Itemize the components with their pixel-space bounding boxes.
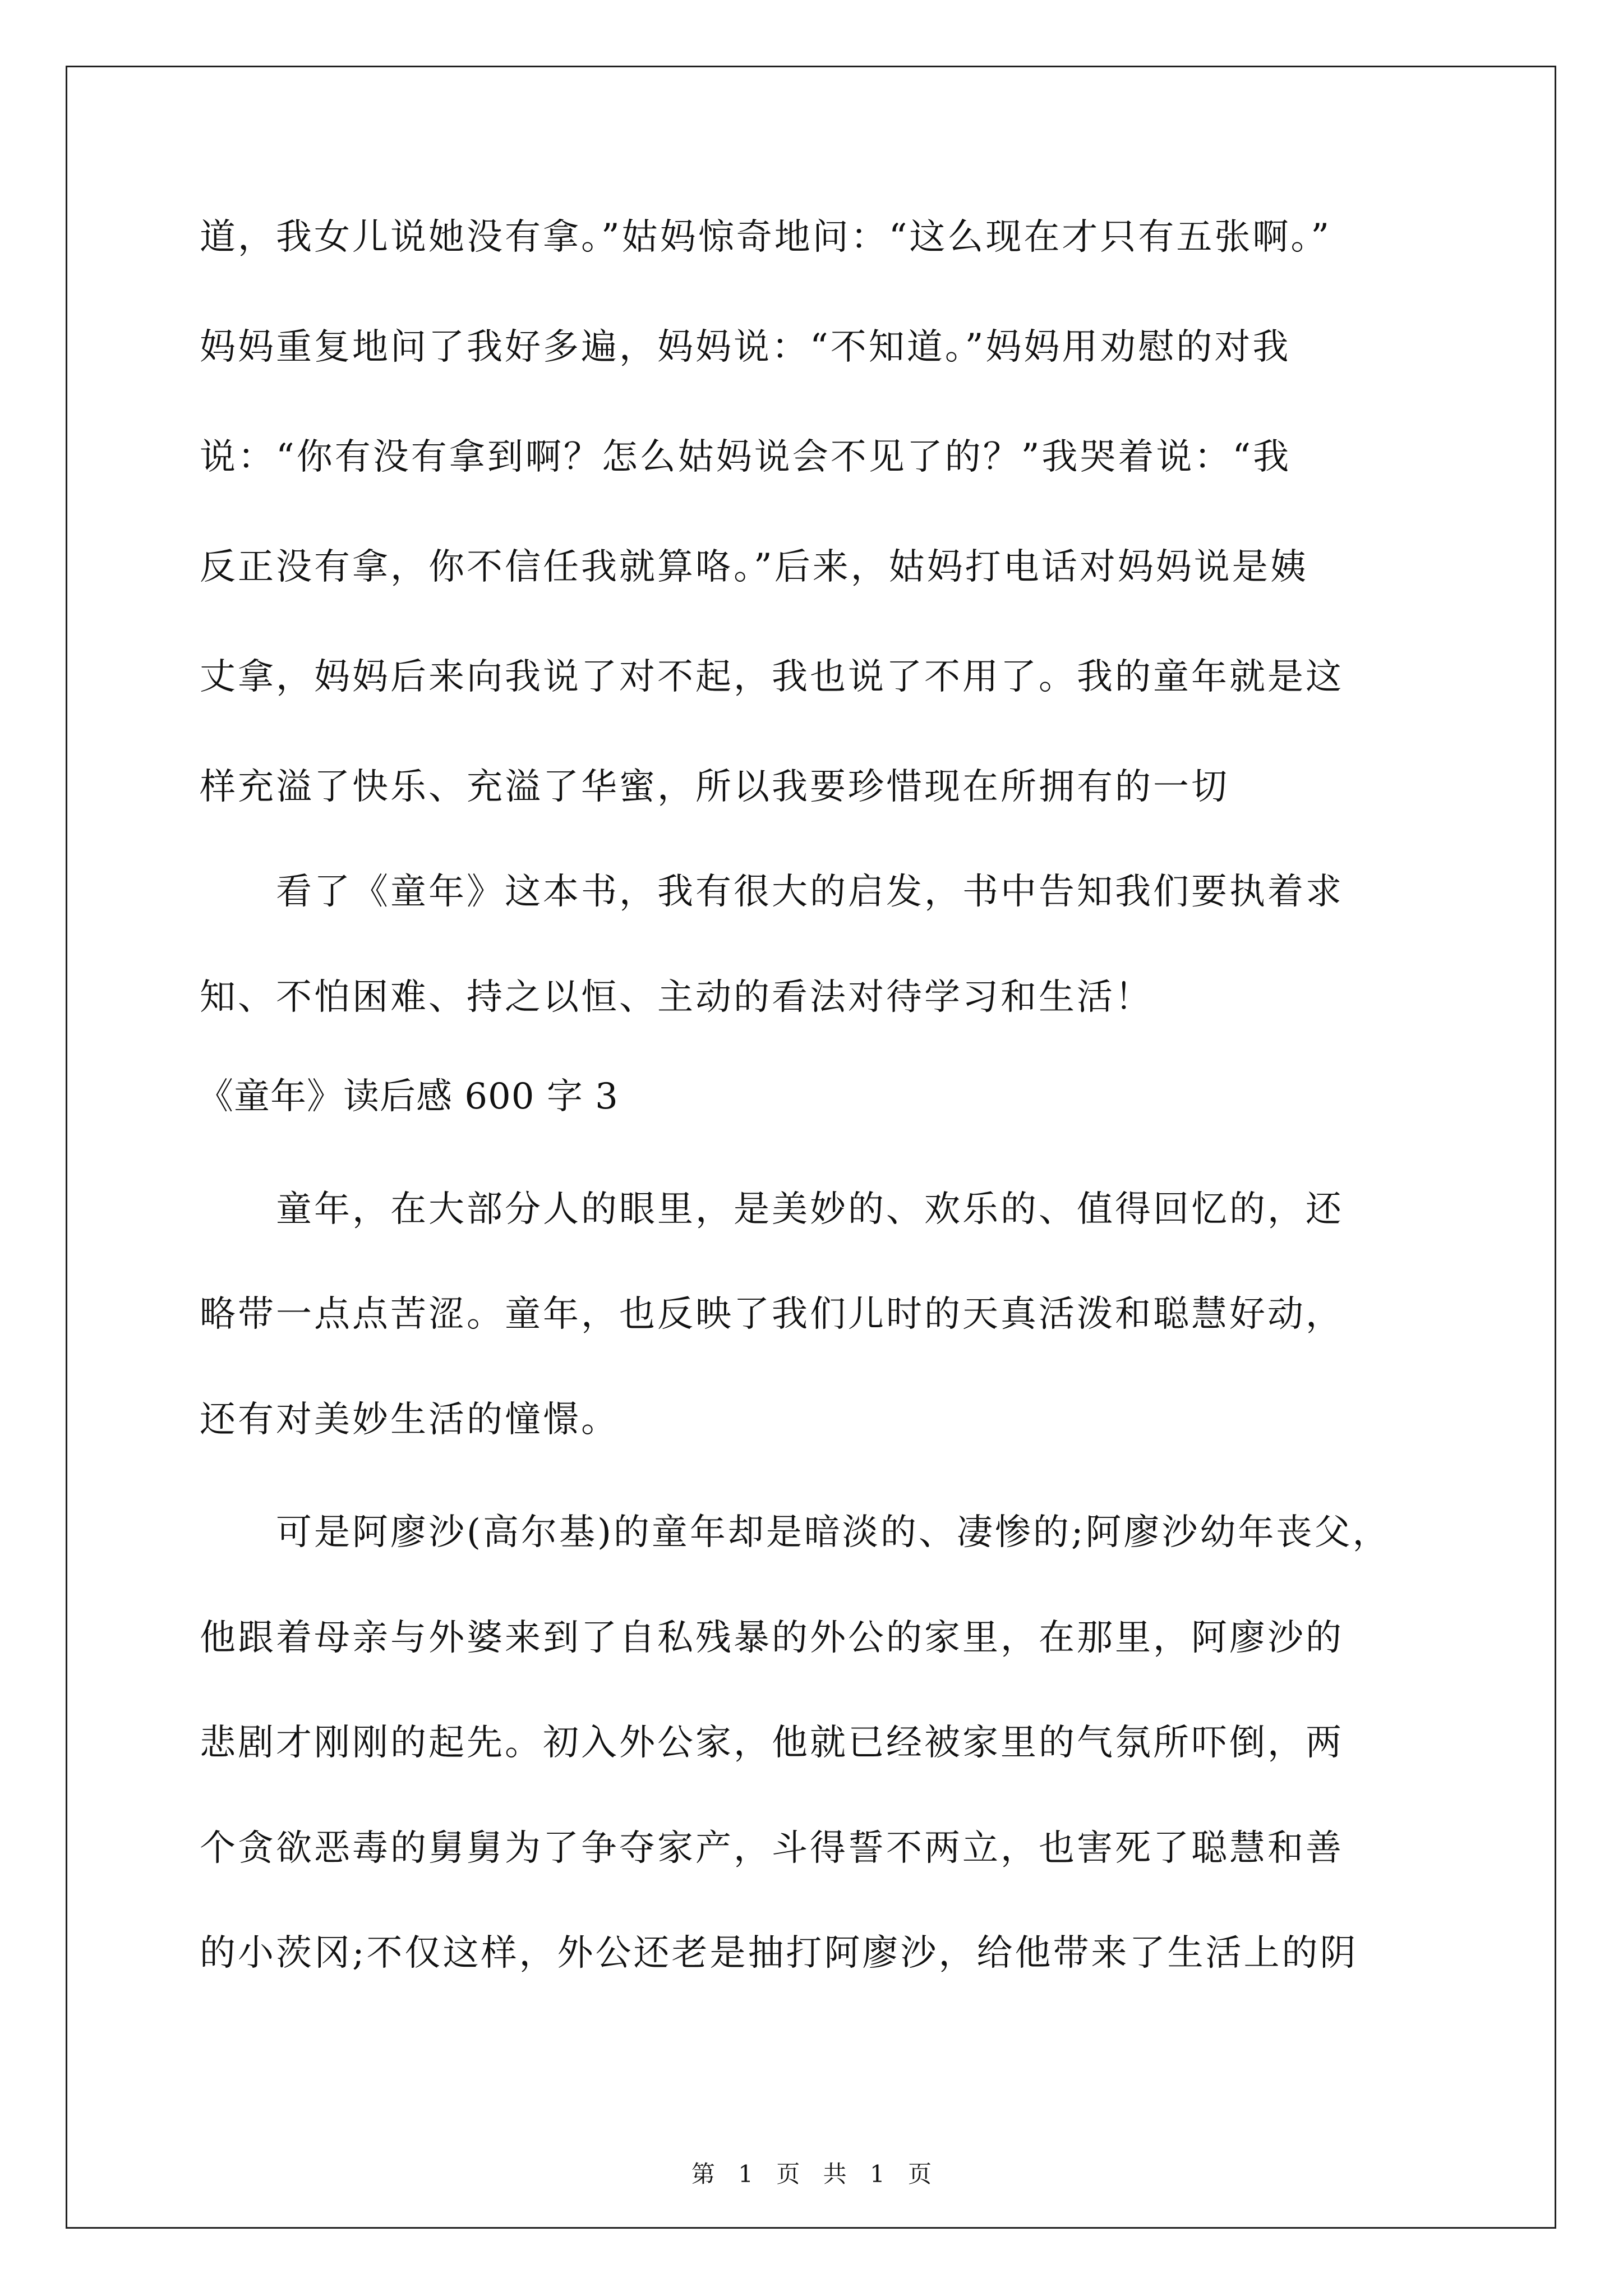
body-text-line: 个贪欲恶毒的舅舅为了争夺家产，斗得誓不两立，也害死了聪慧和善 — [200, 1828, 1344, 1869]
body-text-line: 童年，在大部分人的眼里，是美妙的、欢乐的、值得回忆的，还 — [200, 1189, 1344, 1230]
body-text-line: 他跟着母亲与外婆来到了自私残暴的外公的家里，在那里，阿廖沙的 — [200, 1617, 1344, 1659]
body-text-line: 还有对美妙生活的憧憬。 — [200, 1399, 619, 1441]
body-text-line: 反正没有拿，你不信任我就算咯。”后来，姑妈打电话对妈妈说是姨 — [200, 546, 1308, 588]
body-text-line: 略带一点点苦涩。童年，也反映了我们儿时的天真活泼和聪慧好动， — [200, 1294, 1344, 1335]
page-border — [66, 66, 1556, 2229]
body-text-line: 可是阿廖沙(高尔基)的童年却是暗淡的、凄惨的;阿廖沙幼年丧父， — [200, 1512, 1391, 1553]
body-text-line: 妈妈重复地问了我好多遍，妈妈说：“不知道。”妈妈用劝慰的对我 — [200, 326, 1291, 368]
body-text-line: 知、不怕困难、持之以恒、主动的看法对待学习和生活！ — [200, 977, 1153, 1018]
body-text-line: 道，我女儿说她没有拿。”姑妈惊奇地问：“这么现在才只有五张啊。” — [200, 217, 1332, 258]
section-heading: 《童年》读后感 600 字 3 — [197, 1076, 619, 1117]
body-text-line: 看了《童年》这本书，我有很大的启发，书中告知我们要执着求 — [200, 871, 1344, 913]
page-footer: 第 1 页 共 1 页 — [691, 2160, 932, 2188]
body-text-line: 丈拿，妈妈后来向我说了对不起，我也说了不用了。我的童年就是这 — [200, 656, 1344, 698]
body-text-line: 说：“你有没有拿到啊？怎么姑妈说会不见了的？”我哭着说：“我 — [200, 436, 1292, 478]
body-text-line: 样充溢了快乐、充溢了华蜜，所以我要珍惜现在所拥有的一切 — [200, 766, 1229, 808]
body-text-line: 的小茨冈;不仅这样，外公还老是抽打阿廖沙，给他带来了生活上的阴 — [200, 1932, 1358, 1974]
body-text-line: 悲剧才刚刚的起先。初入外公家，他就已经被家里的气氛所吓倒，两 — [200, 1722, 1344, 1764]
